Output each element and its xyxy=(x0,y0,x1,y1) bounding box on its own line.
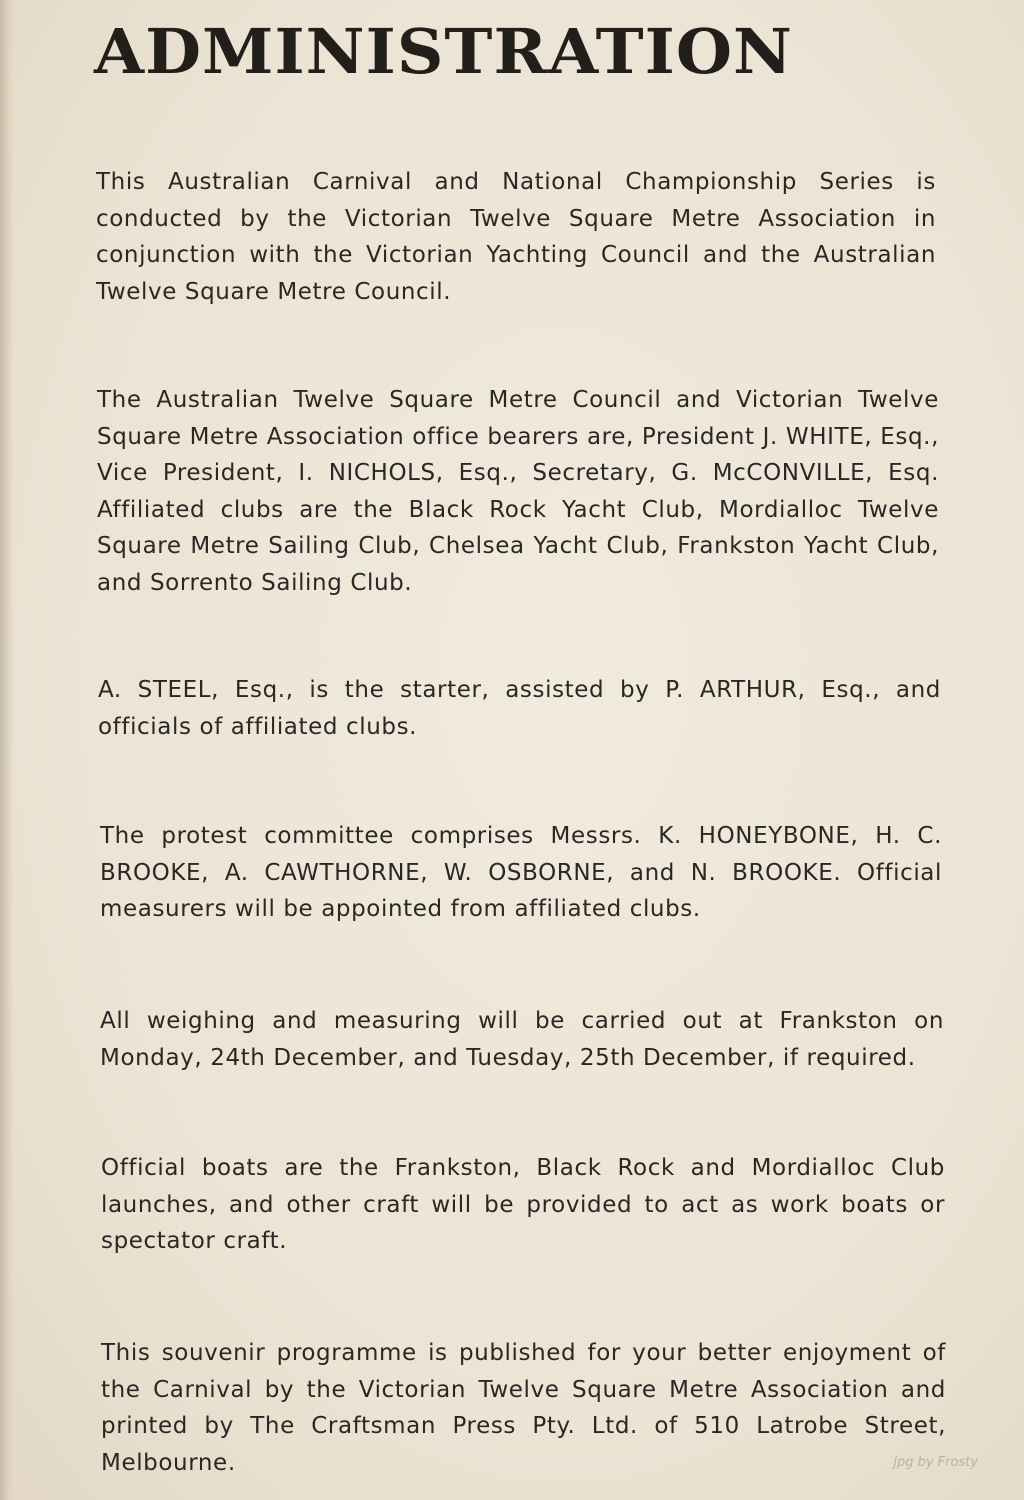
page-title: ADMINISTRATION xyxy=(94,15,794,88)
paragraph-conduct: This Australian Carnival and National Championship Series is conducted by the Victorian Twelve Square Metre Association in conjunction with the Victorian Yachting Council and the Australian Twelve Square Metre Council. xyxy=(96,169,936,305)
paragraph-official-boats: Official boats are the Frankston, Black Rock and Mordialloc Club launches, and other craft will be provided to act as work boats or spectator craft. xyxy=(101,1155,945,1255)
paragraph-protest-committee: The protest committee comprises Messrs. K. HONEYBONE, H. C. BROOKE, A. CAWTHORNE, W. OSBORNE, and N. BROOKE. Official measurers will be appointed from affiliated clubs. xyxy=(100,823,942,923)
paragraph-weighing: All weighing and measuring will be carried out at Frankston on Monday, 24th December, and Tuesday, 25th December, if required. xyxy=(100,1008,944,1071)
page-spine-shadow xyxy=(0,0,14,1500)
paragraph-souvenir-programme: This souvenir programme is published for your better enjoyment of the Carnival by the Victorian Twelve Square Metre Association and printed by The Craftsman Press Pty. Ltd. of 510 Latrobe Street, Melbourne. xyxy=(101,1340,946,1476)
paragraph-office-bearers: The Australian Twelve Square Metre Council and Victorian Twelve Square Metre Association office bearers are, President J. WHITE, Esq., Vice President, I. NICHOLS, Esq., Secretary, G. McCONVILLE, Esq. Affiliated clubs are the Black Rock Yacht Club, Mordialloc Twelve Square Metre Sailing Club, Chelsea Yacht Club, Frankston Yacht Club, and Sorrento Sailing Club. xyxy=(97,387,939,596)
paragraph-starter: A. STEEL, Esq., is the starter, assisted by P. ARTHUR, Esq., and officials of affiliated clubs. xyxy=(98,677,941,740)
scan-credit: jpg by Frosty xyxy=(893,1455,978,1470)
